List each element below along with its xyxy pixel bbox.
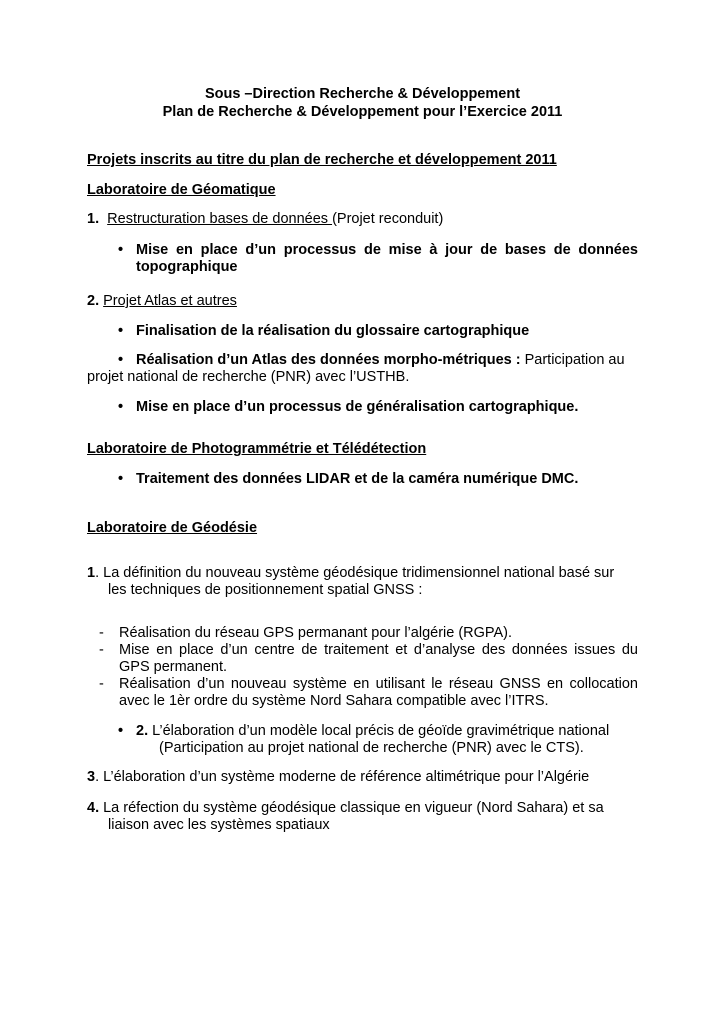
photo-bullet-1: Traitement des données LIDAR et de la caméra numérique DMC. (136, 471, 579, 487)
geodesie-item-1-line-1 (87, 565, 614, 582)
header-line-2: Plan de Recherche & Développement pour l’Exercice 2011 (162, 104, 563, 120)
geodesie-dash-2-line-2: GPS permanent. (119, 659, 227, 675)
item-number: 1. (87, 211, 100, 227)
geodesie-dash-3-line-2: avec le 1èr ordre du système Nord Sahara compatible avec l’ITRS. (119, 693, 549, 709)
bullet-icon: • (118, 352, 124, 368)
geodesie-item-4-line-2: liaison avec les systèmes spatiaux (108, 817, 330, 833)
bullet-bold-text: Réalisation d’un Atlas des données morpho-métriques : (136, 352, 521, 368)
geomatique-item-1 (87, 211, 443, 228)
bullet-icon: • (118, 471, 124, 487)
geomatique-bullet-1-line-2: topographique (136, 259, 238, 275)
item-number: 3 (87, 769, 96, 785)
geomatique-bullet-1-line-1: Mise en place d’un processus de mise à jour de bases de données (136, 242, 638, 258)
geodesie-item-4-line-1 (87, 800, 604, 817)
lab-photo-title: Laboratoire de Photogrammétrie et Télédétection (87, 441, 427, 457)
item-number: 1 (87, 565, 96, 581)
item-note: (Projet reconduit) (332, 211, 444, 227)
item-number: 2. (87, 293, 100, 309)
bullet-icon: • (118, 399, 124, 415)
dash-icon: - (99, 676, 104, 692)
item-text: La réfection du système géodésique classique en vigueur (Nord Sahara) et sa (99, 800, 604, 816)
geodesie-dash-1: Réalisation du réseau GPS permanant pour l’algérie (RGPA). (119, 625, 513, 641)
lab-geomatique-title: Laboratoire de Géomatique (87, 182, 276, 198)
geodesie-item-3 (87, 769, 589, 786)
dash-icon: - (99, 642, 104, 658)
item-label: Restructuration bases de données (107, 211, 333, 227)
geomatique-item-2 (87, 293, 237, 310)
bullet-rest-text: Participation au (520, 352, 625, 368)
item-text: L’élaboration d’un modèle local précis de géoïde gravimétrique national (148, 723, 610, 739)
projects-heading: Projets inscrits au titre du plan de recherche et développement 2011 (87, 152, 557, 168)
geodesie-dash-3-line-1: Réalisation d’un nouveau système en utilisant le réseau GNSS en collocation (119, 676, 638, 692)
item-number: 4. (87, 800, 100, 816)
geomatique-bullet-2: Finalisation de la réalisation du glossaire cartographique (136, 323, 530, 339)
item-text: . La définition du nouveau système géodésique tridimensionnel national basé sur (95, 565, 615, 581)
geodesie-dash-2-line-1: Mise en place d’un centre de traitement et d’analyse des données issues du (119, 642, 638, 658)
item-text: . L’élaboration d’un système moderne de référence altimétrique pour l’Algérie (95, 769, 590, 785)
geomatique-bullet-3-line-1 (136, 352, 625, 369)
bullet-icon: • (118, 242, 124, 258)
item-label: Projet Atlas et autres (103, 293, 237, 309)
geomatique-bullet-3-line-2: projet national de recherche (PNR) avec l’USTHB. (87, 369, 410, 385)
item-number: 2. (136, 723, 149, 739)
geodesie-item-1-line-2: les techniques de positionnement spatial GNSS : (108, 582, 423, 598)
bullet-icon: • (118, 723, 124, 739)
dash-icon: - (99, 625, 104, 641)
bullet-icon: • (118, 323, 124, 339)
geodesie-item-2-line-2: (Participation au projet national de recherche (PNR) avec le CTS). (159, 740, 584, 756)
geomatique-bullet-4: Mise en place d’un processus de généralisation cartographique. (136, 399, 579, 415)
lab-geodesie-title: Laboratoire de Géodésie (87, 520, 258, 536)
header-line-1: Sous –Direction Recherche & Développement (204, 86, 521, 102)
geodesie-item-2-line-1 (136, 723, 609, 740)
